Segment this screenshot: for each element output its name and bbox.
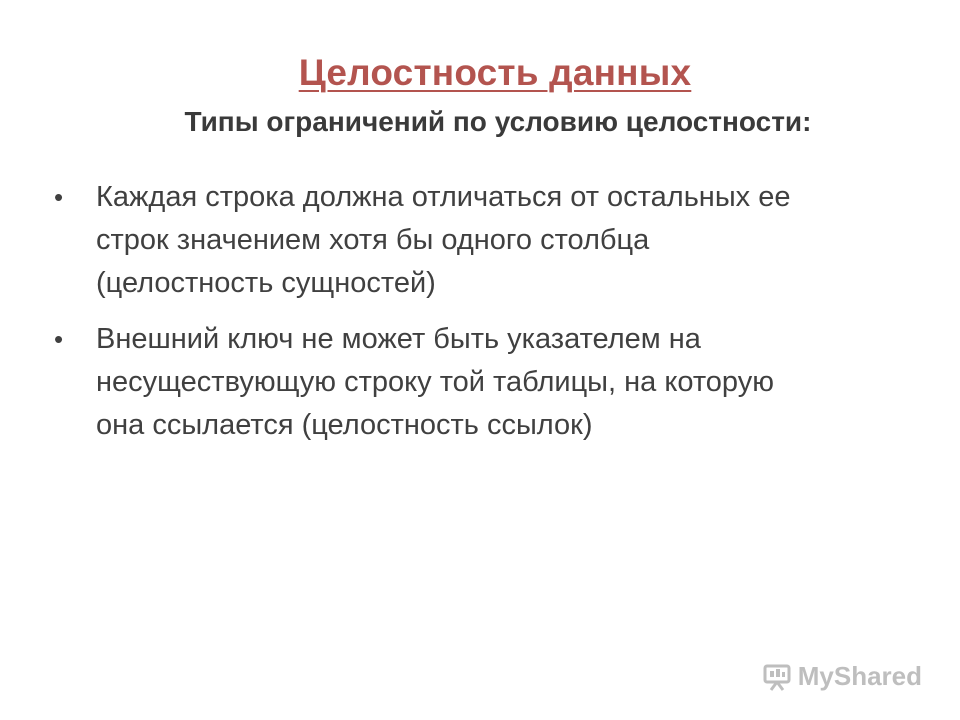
bullet-line: она ссылается (целостность ссылок) [96, 409, 593, 441]
slide-subtitle: Типы ограничений по условию целостности: [184, 106, 812, 137]
slide-title: Целостность данных [298, 52, 692, 93]
bullet-line: (целостность сущностей) [96, 267, 436, 299]
presentation-board-icon [762, 662, 792, 692]
bullet-line: Каждая строка должна отличаться от остальных ее [96, 181, 791, 213]
bullet-icon: • [54, 324, 64, 354]
bullet-item-referential-integrity [54, 318, 914, 447]
watermark [762, 661, 922, 692]
bullet-list [54, 176, 914, 460]
watermark-text: MyShared [797, 661, 922, 691]
bullet-line: Внешний ключ не может быть указателем на [96, 323, 701, 355]
bullet-line: несуществующую строку той таблицы, на которую [96, 366, 774, 398]
bullet-line: строк значением хотя бы одного столбца [96, 224, 650, 256]
bullet-item-entity-integrity [54, 176, 914, 305]
bullet-icon: • [54, 182, 64, 212]
